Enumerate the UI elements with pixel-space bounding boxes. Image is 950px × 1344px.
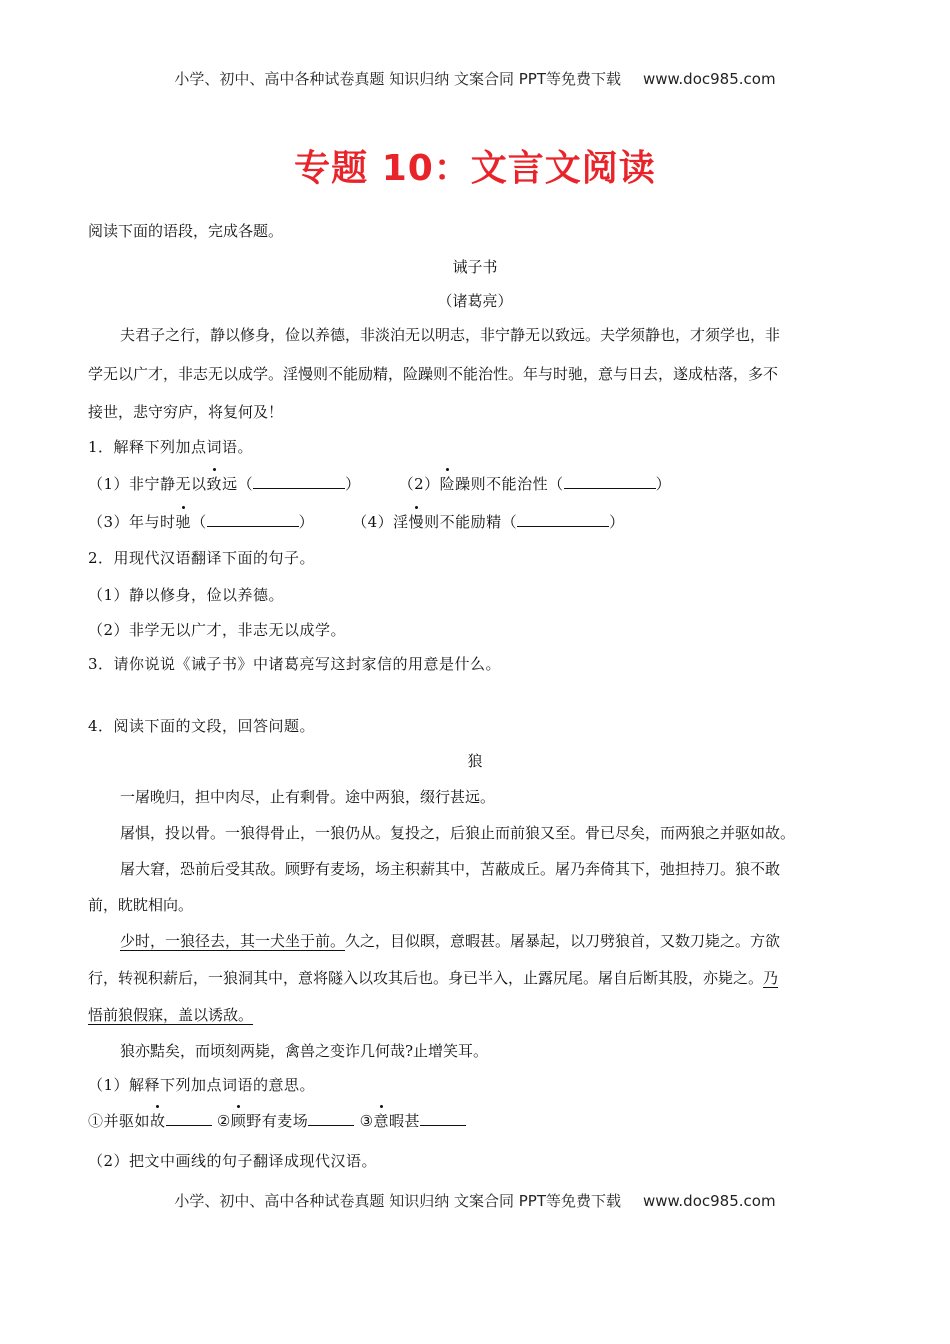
- header-text: 小学、初中、高中各种试卷真题 知识归纳 文案合同 PPT等免费下载: [174, 70, 621, 88]
- underlined-sentence: 少时，一狼径去，其一犬坐于前。: [120, 932, 346, 950]
- q1-row-1: （1）非宁静无以致远（ ） （2）险躁则不能治性（ ）: [88, 475, 672, 493]
- page-header: [0, 68, 950, 89]
- passage1-author: （诸葛亮）: [437, 292, 513, 310]
- passage2-line: [88, 1005, 253, 1025]
- q2-stem: 2．用现代汉语翻译下面的句子。: [88, 549, 316, 567]
- q4-sub1: （1）解释下列加点词语的意思。: [88, 1076, 316, 1094]
- answer-blank[interactable]: [420, 1111, 466, 1126]
- dotted-char: 故: [150, 1112, 166, 1130]
- answer-blank[interactable]: [253, 474, 345, 489]
- dotted-char: 险: [439, 475, 456, 493]
- q1-stem: 1．解释下列加点词语。: [88, 438, 254, 456]
- footer-url[interactable]: www.doc985.com: [642, 1192, 776, 1210]
- answer-blank[interactable]: [207, 512, 299, 527]
- passage2-line: 一屠晚归，担中肉尽，止有剩骨。途中两狼，缀行甚远。: [120, 788, 496, 806]
- intro-text: 阅读下面的语段，完成各题。: [88, 222, 284, 240]
- page-title: 专题 10：文言文阅读: [294, 148, 656, 189]
- passage2-line: 屠大窘，恐前后受其敌。顾野有麦场，场主积薪其中，苫蔽成丘。屠乃奔倚其下，弛担持刀。狼不敢: [120, 860, 781, 878]
- passage2-title: 狼: [467, 752, 483, 770]
- answer-blank[interactable]: [564, 474, 656, 489]
- q4-sub2: （2）把文中画线的句子翻译成现代汉语。: [88, 1152, 378, 1170]
- q4-sub1-items: ①并驱如故 ②顾野有麦场 ③意暇甚: [88, 1111, 466, 1131]
- underlined-sentence: 乃: [763, 969, 779, 987]
- dotted-char: 致: [206, 475, 223, 493]
- dotted-char: 驰: [175, 513, 192, 531]
- passage1-line: 学无以广才，非志无以成学。淫慢则不能励精，险躁则不能治性。年与时驰，意与日去，遂成枯落，多不: [88, 365, 779, 383]
- q1-row-2: （3）年与时驰（ ） （4）淫慢则不能励精（ ）: [88, 513, 625, 531]
- dotted-char: 意: [373, 1112, 390, 1130]
- dotted-char: 慢: [408, 513, 425, 531]
- passage1-line: 夫君子之行，静以修身，俭以养德，非淡泊无以明志，非宁静无以致远。夫学须静也，才须学也，非: [120, 326, 781, 344]
- footer-text: 小学、初中、高中各种试卷真题 知识归纳 文案合同 PPT等免费下载: [174, 1192, 621, 1210]
- q4-stem: 4．阅读下面的文段，回答问题。: [88, 717, 316, 735]
- passage1-title: 诫子书: [452, 258, 498, 276]
- passage2-line: 屠惧，投以骨。一狼得骨止，一狼仍从。复投之，后狼止而前狼又至。骨已尽矣，而两狼之并驱如故。: [120, 824, 796, 842]
- answer-blank[interactable]: [308, 1111, 354, 1126]
- underlined-sentence: 悟前狼假寐，盖以诱敌。: [88, 1006, 254, 1024]
- page-footer: [0, 1190, 950, 1211]
- header-url[interactable]: www.doc985.com: [642, 70, 776, 88]
- passage2-line: 狼亦黠矣，而顷刻两毙，禽兽之变诈几何哉?止增笑耳。: [120, 1042, 489, 1060]
- passage2-line: 少时，一狼径去，其一犬坐于前。久之，目似瞑，意暇甚。屠暴起，以刀劈狼首，又数刀毙之。方欲: [120, 932, 781, 950]
- dotted-char: 顾: [230, 1112, 247, 1130]
- passage2-line: 行，转视积薪后，一狼洞其中，意将隧入以攻其后也。身已半入，止露尻尾。屠自后断其股，亦毙之。乃: [88, 969, 779, 987]
- passage2-line: 前，眈眈相向。: [88, 896, 194, 914]
- q2-item: （1）静以修身，俭以养德。: [88, 586, 285, 604]
- q3-stem: 3．请你说说《诫子书》中诸葛亮写这封家信的用意是什么。: [88, 655, 502, 673]
- passage1-line: 接世，悲守穷庐，将复何及！: [88, 403, 284, 421]
- answer-blank[interactable]: [517, 512, 609, 527]
- answer-blank[interactable]: [166, 1111, 212, 1126]
- q2-item: （2）非学无以广才，非志无以成学。: [88, 621, 347, 639]
